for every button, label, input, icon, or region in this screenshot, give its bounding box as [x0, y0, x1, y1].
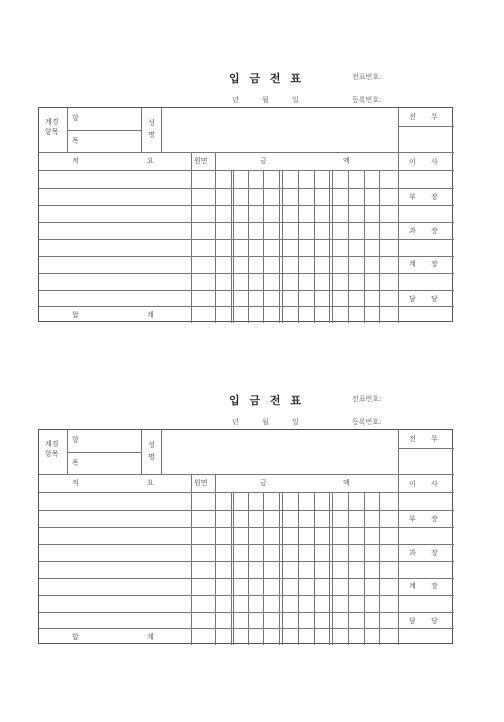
rule-horizontal: [67, 452, 141, 453]
column-summary-1: 적: [72, 157, 79, 165]
account-item-hang: 항: [72, 436, 79, 444]
total-label-1: 합: [72, 633, 79, 641]
rule-horizontal: [39, 628, 398, 629]
rule-horizontal: [39, 152, 398, 153]
approval-label-a: 부: [409, 193, 416, 201]
rule-horizontal: [39, 205, 398, 206]
rule-vertical: [248, 170, 249, 323]
rule-vertical: [141, 108, 142, 152]
rule-horizontal: [398, 448, 454, 449]
approval-label-b: 장: [431, 260, 438, 268]
approval-label-b: 무: [431, 113, 438, 121]
voucher-table: [38, 107, 453, 322]
rule-vertical: [248, 492, 249, 645]
rule-horizontal: [398, 290, 454, 291]
total-label-1: 합: [72, 311, 79, 319]
date-year-label: 년: [232, 418, 239, 426]
voucher-table: [38, 429, 453, 644]
approval-label-a: 전: [409, 435, 416, 443]
approval-label-a: 담: [409, 617, 416, 625]
approval-label-b: 사: [431, 480, 438, 488]
rule-vertical: [263, 492, 264, 645]
registration-number-label: 등록번호:: [352, 418, 382, 426]
name-label-line1: 성: [148, 441, 155, 449]
approval-label-b: 장: [431, 582, 438, 590]
registration-number-label: 등록번호:: [352, 96, 382, 104]
rule-horizontal: [39, 256, 398, 257]
date-day-label: 일: [292, 96, 299, 104]
approval-label-b: 당: [431, 617, 438, 625]
rule-horizontal: [39, 544, 398, 545]
rule-horizontal: [39, 188, 398, 189]
rule-horizontal: [39, 492, 398, 493]
column-amount-2: 액: [343, 479, 350, 487]
voucher-title: 입 금 전 표: [229, 72, 304, 85]
approval-label-a: 계: [409, 260, 416, 268]
rule-horizontal: [398, 595, 454, 596]
total-label-2: 계: [147, 633, 154, 641]
approval-label-a: 이: [409, 480, 416, 488]
rule-vertical: [348, 170, 349, 323]
rule-vertical: [314, 492, 315, 645]
rule-horizontal: [67, 130, 141, 131]
rule-horizontal: [398, 578, 454, 579]
rule-horizontal: [398, 205, 454, 206]
rule-vertical: [348, 492, 349, 645]
account-item-mok: 목: [72, 459, 79, 467]
rule-vertical: [329, 492, 330, 645]
voucher-number-label: 전표번호:: [352, 395, 382, 403]
approval-label-a: 과: [409, 549, 416, 557]
rule-horizontal: [398, 492, 454, 493]
rule-horizontal: [39, 306, 398, 307]
approval-label-b: 무: [431, 435, 438, 443]
approval-label-b: 장: [431, 227, 438, 235]
date-month-label: 월: [262, 418, 269, 426]
rule-vertical: [332, 492, 333, 645]
rule-vertical: [329, 170, 330, 323]
account-label-line1: 계경: [45, 440, 59, 448]
name-label-line2: 명: [148, 131, 155, 139]
rule-horizontal: [398, 527, 454, 528]
rule-vertical: [364, 170, 365, 323]
voucher-slip: [0, 70, 504, 400]
rule-horizontal: [398, 510, 454, 511]
approval-label-a: 담: [409, 295, 416, 303]
rule-vertical: [282, 170, 283, 323]
approval-label-a: 계: [409, 582, 416, 590]
rule-horizontal: [39, 239, 398, 240]
rule-horizontal: [398, 239, 454, 240]
approval-label-a: 이: [409, 158, 416, 166]
rule-horizontal: [39, 578, 398, 579]
rule-horizontal: [398, 126, 454, 127]
rule-horizontal: [398, 273, 454, 274]
rule-vertical: [379, 170, 380, 323]
column-summary-2: 요: [147, 157, 154, 165]
rule-vertical: [279, 170, 280, 323]
rule-horizontal: [398, 306, 454, 307]
rule-vertical: [282, 492, 283, 645]
rule-horizontal: [398, 561, 454, 562]
rule-vertical: [161, 108, 162, 152]
account-label-line1: 계경: [45, 118, 59, 126]
total-label-2: 계: [147, 311, 154, 319]
account-item-hang: 항: [72, 114, 79, 122]
rule-vertical: [233, 492, 234, 645]
rule-vertical: [161, 430, 162, 474]
rule-vertical: [298, 492, 299, 645]
name-label-line1: 성: [148, 119, 155, 127]
rule-vertical: [191, 152, 192, 323]
rule-horizontal: [398, 222, 454, 223]
rule-horizontal: [39, 474, 398, 475]
rule-vertical: [233, 170, 234, 323]
approval-label-b: 장: [431, 515, 438, 523]
rule-vertical: [231, 492, 232, 645]
rule-horizontal: [39, 612, 398, 613]
rule-vertical: [141, 430, 142, 474]
rule-horizontal: [398, 612, 454, 613]
date-month-label: 월: [262, 96, 269, 104]
approval-label-b: 장: [431, 193, 438, 201]
rule-horizontal: [398, 628, 454, 629]
account-item-mok: 목: [72, 137, 79, 145]
name-label-line2: 명: [148, 453, 155, 461]
rule-horizontal: [39, 273, 398, 274]
column-won-unit: 원면: [194, 479, 208, 487]
voucher-slip: [0, 392, 504, 722]
rule-vertical: [231, 170, 232, 323]
voucher-number-label: 전표번호:: [352, 73, 382, 81]
approval-label-b: 장: [431, 549, 438, 557]
rule-vertical: [379, 492, 380, 645]
rule-vertical: [332, 170, 333, 323]
rule-horizontal: [39, 510, 398, 511]
rule-vertical: [191, 474, 192, 645]
rule-vertical: [314, 170, 315, 323]
rule-horizontal: [398, 170, 454, 171]
rule-vertical: [364, 492, 365, 645]
rule-vertical: [279, 492, 280, 645]
approval-label-a: 부: [409, 515, 416, 523]
approval-label-b: 사: [431, 158, 438, 166]
voucher-title: 입 금 전 표: [229, 394, 304, 407]
column-won-unit: 원면: [194, 157, 208, 165]
rule-horizontal: [398, 544, 454, 545]
rule-horizontal: [398, 188, 454, 189]
rule-vertical: [215, 152, 216, 323]
approval-label-b: 당: [431, 295, 438, 303]
rule-horizontal: [39, 222, 398, 223]
rule-horizontal: [398, 474, 454, 475]
rule-horizontal: [39, 595, 398, 596]
account-label-line2: 항목: [45, 128, 59, 136]
date-day-label: 일: [292, 418, 299, 426]
column-amount-2: 액: [343, 157, 350, 165]
rule-vertical: [215, 474, 216, 645]
rule-vertical: [263, 170, 264, 323]
column-amount-1: 금: [260, 479, 267, 487]
rule-horizontal: [398, 256, 454, 257]
rule-horizontal: [39, 170, 398, 171]
rule-vertical: [298, 170, 299, 323]
column-summary-1: 적: [72, 479, 79, 487]
approval-label-a: 과: [409, 227, 416, 235]
column-amount-1: 금: [260, 157, 267, 165]
column-summary-2: 요: [147, 479, 154, 487]
rule-horizontal: [398, 152, 454, 153]
date-year-label: 년: [232, 96, 239, 104]
account-label-line2: 항목: [45, 450, 59, 458]
rule-horizontal: [39, 527, 398, 528]
rule-horizontal: [39, 290, 398, 291]
rule-horizontal: [39, 561, 398, 562]
approval-label-a: 전: [409, 113, 416, 121]
